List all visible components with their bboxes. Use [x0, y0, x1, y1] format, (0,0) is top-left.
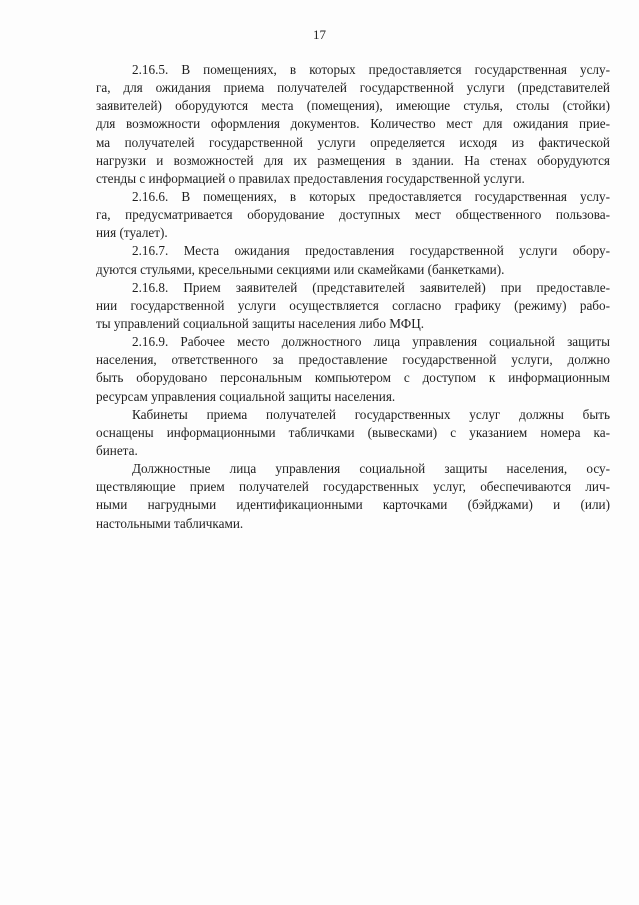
text-line: ществляющие прием получателей государственных услуг, обеспечиваются лич- [96, 479, 610, 495]
text-line: бинета. [96, 442, 138, 458]
text-line: стенды с информацией о правилах предоставления государственной услуги. [96, 170, 525, 186]
text-line: быть оборудовано персональным компьютером с доступом к информационным [96, 370, 610, 386]
text-line: 2.16.5. В помещениях, в которых предоставляется государственная услу- [132, 62, 610, 77]
paragraph-2-16-7 [96, 242, 610, 278]
text-line: Должностные лица управления социальной защиты населения, осу- [132, 461, 610, 477]
text-line: нагрузки и возможностей для их размещения в здании. На стенах оборудуются [96, 152, 610, 168]
document-body [96, 61, 610, 533]
page-number: 17 [313, 27, 326, 42]
text-line: Кабинеты приема получателей государственных услуг должны быть [132, 406, 610, 422]
text-line: га, предусматривается оборудование доступных мест общественного пользова- [96, 207, 610, 223]
text-line: ма получателей государственной услуги определяется исходя из фактической [96, 134, 610, 150]
paragraph-2-16-5 [96, 61, 610, 188]
text-line: заявителей) оборудуются места (помещения), имеющие стулья, столы (стойки) [96, 98, 610, 114]
text-line: 2.16.7. Места ожидания предоставления государственной услуги обору- [132, 243, 610, 259]
text-line: ты управлений социальной защиты населения либо МФЦ. [96, 315, 425, 331]
paragraph-2-16-9 [96, 333, 610, 406]
text-line: 2.16.6. В помещениях, в которых предоставляется государственная услу- [132, 188, 610, 204]
text-line: населения, ответственного за предоставление государственной услуги, должно [96, 352, 610, 368]
paragraph-2-16-6 [96, 188, 610, 242]
text-line: нии государственной услуги осуществляется согласно графику (режиму) рабо- [96, 297, 610, 313]
paragraph-officials [96, 460, 610, 533]
text-line: ния (туалет). [96, 225, 168, 241]
text-line: 2.16.8. Прием заявителей (представителей заявителей) при предоставле- [132, 279, 610, 295]
text-line: га, для ожидания приема получателей государственной услуги (представителей [96, 80, 610, 96]
text-line: оснащены информационными табличками (вывесками) с указанием номера ка- [96, 424, 610, 440]
text-line: дуются стульями, кресельными секциями или скамейками (банкетками). [96, 261, 505, 277]
text-line: ресурсам управления социальной защиты населения. [96, 388, 396, 404]
text-line: ными нагрудными идентификационными карточками (бэйджами) и (или) [96, 497, 610, 513]
paragraph-cabinets [96, 406, 610, 460]
paragraph-2-16-8 [96, 279, 610, 333]
text-line: для возможности оформления документов. Количество мест для ожидания прие- [96, 116, 610, 132]
text-line: настольными табличками. [96, 515, 244, 531]
text-line: 2.16.9. Рабочее место должностного лица управления социальной защиты [132, 334, 610, 350]
